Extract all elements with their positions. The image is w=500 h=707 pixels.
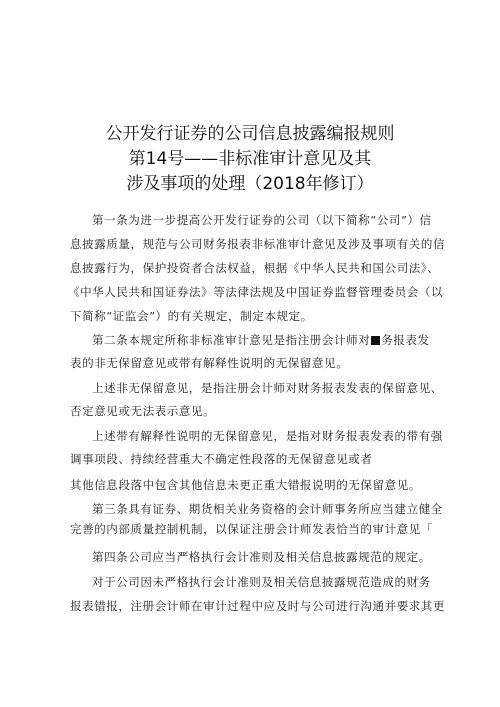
article-2-line-4: 否定意见或无法表示意见。: [70, 404, 216, 418]
article-2-line-3: 上述非无保留意见，是指注册会计师对财务报表发表的保留意见、: [92, 381, 443, 395]
redaction-mark: [371, 336, 380, 345]
article-1-line-3: 息披露行为，保护投资者合法权益，根据《中华人民共和国公司法》、: [70, 261, 440, 275]
article-3-line-1: 第三条具有证券、期货相关业务资格的会计师事务所应当建立健全: [92, 502, 443, 516]
article-1-line-5: 下简称“证监会”）的有关规定，制定本规定。: [70, 309, 313, 323]
article-1-line-4: 《中华人民共和国证券法》等法律法规及中国证券监督管理委员会（以: [68, 285, 444, 299]
article-1-line-2: 息披露质量，规范与公司财务报表非标准审计意见及涉及事项有关的信: [70, 237, 446, 251]
article-2-line-2: 表的非无保留意见或带有解释性说明的无保留意见。: [70, 356, 349, 370]
article-2-line-5: 上述带有解释性说明的无保留意见，是指对财务报表发表的带有强: [92, 429, 443, 443]
article-2-line-6: 调事项段、持续经营重大不确定性段落的无保留意见或者: [70, 452, 373, 466]
article-2-line-1: [92, 333, 430, 348]
article-4-line-1: 第四条公司应当严格执行会计准则及相关信息披露规范的规定。: [92, 550, 431, 564]
title-line-2: 第14号——非标准审计意见及其: [128, 149, 372, 169]
article-2-line-1-part-a: 第二条本规定所称非标准审计意见是指注册会计师对: [92, 333, 371, 347]
article-4-line-3: 报表错报，注册会计师在审计过程中应及时与公司进行沟通并要求其更: [70, 599, 446, 613]
article-2-line-1-part-b: 务报表发: [381, 333, 430, 347]
title-line-3: 涉及事项的处理（2018年修订）: [126, 174, 374, 194]
article-4-line-2: 对于公司因未严格执行会计准则及相关信息披露规范造成的财务: [92, 575, 431, 589]
article-3-line-2: 完善的内部质量控制机制，以保证注册会计师发表恰当的审计意见「: [70, 522, 433, 536]
title-line-1: 公开发行证券的公司信息披露编报规则: [105, 124, 395, 144]
article-1-line-1: 第一条为进一步提高公开发行证券的公司（以下简称“公司”）信: [92, 213, 432, 227]
article-2-line-7: 其他信息段落中包含其他信息未更正重大错报说明的无保留意见。: [70, 478, 421, 492]
